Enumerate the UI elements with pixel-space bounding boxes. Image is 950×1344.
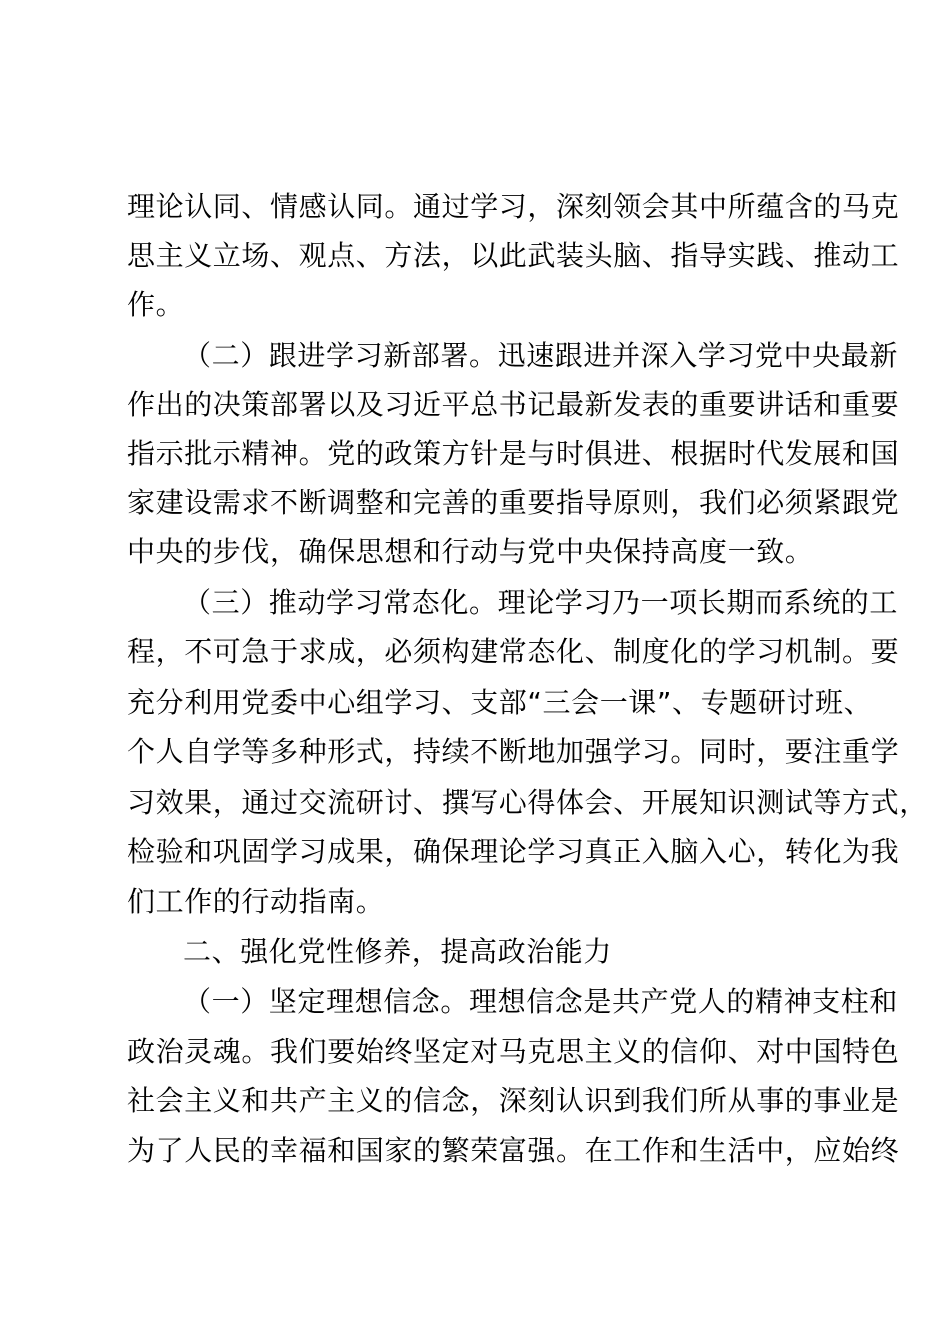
text-line: 理论认同、情感认同。通过学习，深刻领会其中所蕴含的马克 [127, 190, 900, 223]
text-line: 家建设需求不断调整和完善的重要指导原则，我们必须紧跟党 [127, 486, 900, 519]
text-line: 思主义立场、观点、方法，以此武装头脑、指导实践、推动工 [127, 239, 900, 272]
text-line: 检验和巩固学习成果，确保理论学习真正入脑入心，转化为我 [127, 835, 900, 868]
text-line: 中央的步伐，确保思想和行动与党中央保持高度一致。 [127, 535, 814, 568]
text-line: 充分利用党委中心组学习、支部“三会一课”、专题研讨班、 [127, 686, 873, 719]
text-line: 个人自学等多种形式，持续不断地加强学习。同时，要注重学 [127, 735, 900, 768]
text-line: 为了人民的幸福和国家的繁荣富强。在工作和生活中，应始终 [127, 1134, 900, 1167]
heading-line: 二、强化党性修养，提高政治能力 [183, 935, 613, 968]
text-line: （一）坚定理想信念。理想信念是共产党人的精神支柱和 [183, 985, 899, 1018]
text-line: （三）推动学习常态化。理论学习乃一项长期而系统的工 [183, 586, 899, 619]
text-line: 作出的决策部署以及习近平总书记最新发表的重要讲话和重要 [127, 388, 900, 421]
text-line: 程，不可急于求成，必须构建常态化、制度化的学习机制。要 [127, 635, 900, 668]
text-line: 指示批示精神。党的政策方针是与时俱进、根据时代发展和国 [127, 437, 900, 470]
text-line: 作。 [127, 288, 185, 321]
text-line: 们工作的行动指南。 [127, 885, 385, 918]
text-line: 习效果，通过交流研讨、撰写心得体会、开展知识测试等方式， [127, 786, 928, 819]
text-line: （二）跟进学习新部署。迅速跟进并深入学习党中央最新 [183, 339, 899, 372]
text-line: 政治灵魂。我们要始终坚定对马克思主义的信仰、对中国特色 [127, 1035, 900, 1068]
text-line: 社会主义和共产主义的信念，深刻认识到我们所从事的事业是 [127, 1084, 900, 1117]
